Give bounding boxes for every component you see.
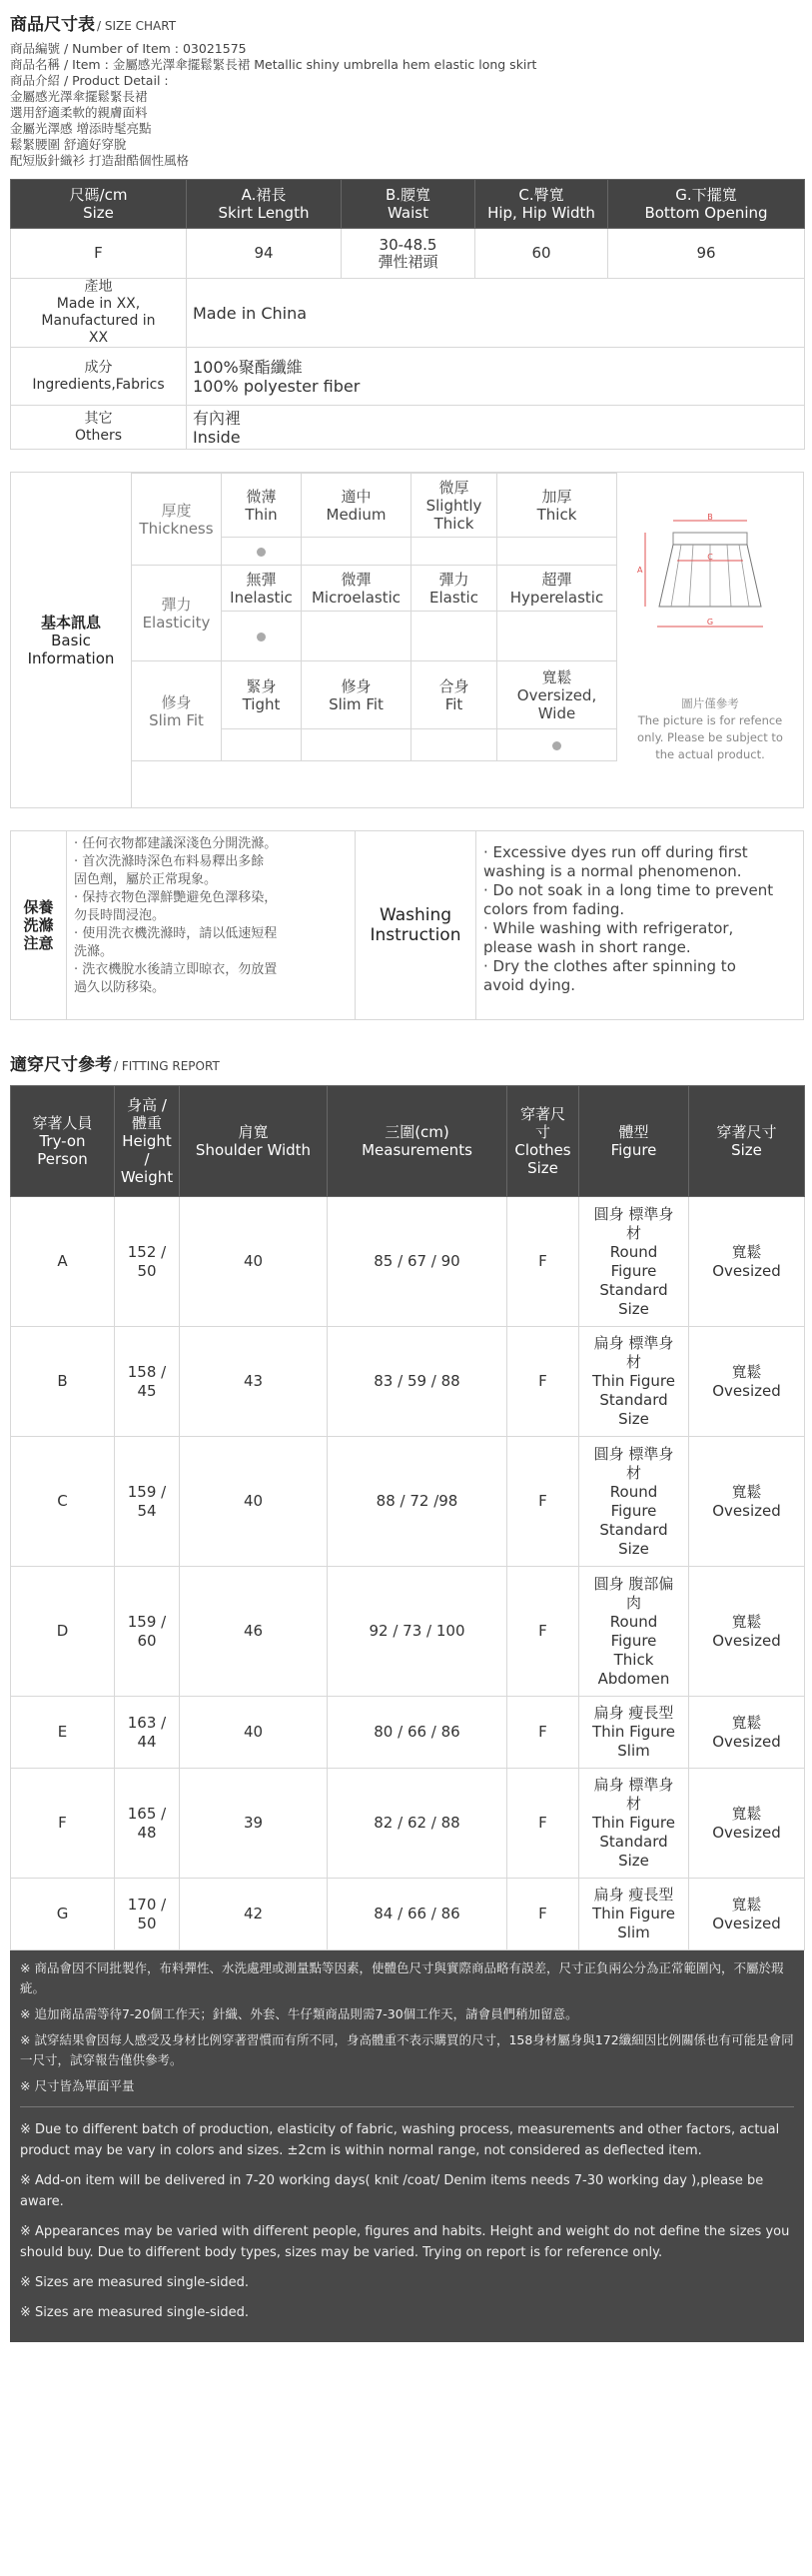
size-cell: 寬鬆 Ovesized <box>689 1437 805 1567</box>
person-cell: B <box>11 1327 115 1437</box>
slim-fit-option: 緊身 Tight <box>222 661 302 729</box>
washing-line: 洗滌。 <box>74 944 114 959</box>
waist-value: 30-48.5 彈性裙頭 <box>342 229 475 279</box>
header-figure: 體型 Figure <box>579 1086 689 1197</box>
clothes-size-cell: F <box>507 1567 579 1697</box>
header-clothes-size: 穿著尺 寸 Clothes Size <box>507 1086 579 1197</box>
measurements-cell: 88 / 72 /98 <box>328 1437 507 1567</box>
shoulder-cell: 40 <box>180 1437 328 1567</box>
selected-dot-icon <box>257 548 266 557</box>
diagram-note-cn: 圖片僅參考 <box>681 696 739 710</box>
notes-en <box>20 2119 794 2323</box>
size-chart-title <box>10 10 804 35</box>
elasticity-option: 微彈 Microelastic <box>302 566 411 612</box>
notes-divider <box>20 2106 794 2107</box>
washing-line: 固色劑，屬於正常現象。 <box>74 872 218 887</box>
washing-line: · 任何衣物都建議深淺色分開洗滌。 <box>74 836 278 851</box>
figure-cell: 圓身 標準身 材 Round Figure Standard Size <box>579 1197 689 1327</box>
note-line: ※ Due to different batch of production, elasticity of fabric, washing process, measurements and other factors, actual product may be vary in colors and sizes. ±2cm is within normal range, not considered as deflected item. <box>20 2122 780 2158</box>
basic-info-section <box>10 472 804 808</box>
header-size: 尺碼/cm Size <box>11 180 187 229</box>
washing-line: · 使用洗衣機洗滌時，請以低速短程 <box>74 926 278 941</box>
washing-line: please wash in short range. <box>483 938 691 956</box>
others-label: 其它 Others <box>11 406 187 450</box>
skirt-length-value: 94 <box>187 229 342 279</box>
table-row <box>11 1769 805 1879</box>
diagram-letter-b: B <box>707 513 713 522</box>
basic-info-label: 基本訊息 Basic Information <box>11 473 132 807</box>
washing-instructions-cn <box>66 831 356 1019</box>
figure-cell: 扁身 瘦長型 Thin Figure Slim <box>579 1879 689 1950</box>
fitting-header <box>11 1086 805 1197</box>
washing-instructions-en <box>475 831 805 1019</box>
clothes-size-cell: F <box>507 1769 579 1879</box>
attribute-grid <box>131 473 617 761</box>
thickness-mark <box>497 538 617 566</box>
height-weight-cell: 152 / 50 <box>115 1197 180 1327</box>
slim-fit-mark <box>222 729 302 761</box>
washing-line: 過久以防移染。 <box>74 980 166 995</box>
elasticity-mark <box>222 612 302 661</box>
slim-fit-label: 修身 Slim Fit <box>132 661 222 761</box>
elasticity-mark <box>411 612 497 661</box>
elasticity-label: 彈力 Elasticity <box>132 566 222 661</box>
size-cell: 寬鬆 Ovesized <box>689 1327 805 1437</box>
measurements-cell: 92 / 73 / 100 <box>328 1567 507 1697</box>
shoulder-cell: 46 <box>180 1567 328 1697</box>
clothes-size-cell: F <box>507 1879 579 1950</box>
note-line: ※ Sizes are measured single-sided. <box>20 2305 250 2320</box>
info-line: 金屬感光澤傘擺鬆緊長裙 <box>10 89 148 104</box>
washing-line: washing is a normal phenomenon. <box>483 862 742 880</box>
selected-dot-icon <box>552 741 561 750</box>
washing-line: colors from fading. <box>483 900 625 918</box>
thickness-option: 適中 Medium <box>302 474 411 538</box>
header-size: 穿著尺寸 Size <box>689 1086 805 1197</box>
size-cell: 寬鬆 Ovesized <box>689 1197 805 1327</box>
table-row <box>11 1437 805 1567</box>
elasticity-mark <box>497 612 617 661</box>
others-row <box>11 406 805 450</box>
slim-fit-option: 合身 Fit <box>411 661 497 729</box>
bottom-value: 96 <box>608 229 805 279</box>
figure-cell: 扁身 瘦長型 Thin Figure Slim <box>579 1697 689 1769</box>
washing-line: · Dry the clothes after spinning to <box>483 957 736 975</box>
clothes-size-cell: F <box>507 1197 579 1327</box>
person-cell: C <box>11 1437 115 1567</box>
origin-label: 產地 Made in XX, Manufactured in XX <box>11 279 187 348</box>
selected-dot-icon <box>257 633 266 642</box>
clothes-size-cell: F <box>507 1327 579 1437</box>
washing-line: · Excessive dyes run off during first <box>483 843 748 861</box>
thickness-label: 厚度 Thickness <box>132 474 222 566</box>
fitting-title-en: / FITTING REPORT <box>114 1059 220 1073</box>
note-line: ※ 商品會因不同批製作，布料彈性、水洗處理或測量點等因素，使體色尺寸與實際商品略有誤差，尺寸正負兩公分為正常範圍內，不屬於瑕疵。 <box>20 1960 784 1995</box>
header-skirt-length: A.裙長 Skirt Length <box>187 180 342 229</box>
size-chart-page <box>10 10 804 2342</box>
person-cell: G <box>11 1879 115 1950</box>
slim-fit-row <box>132 661 617 729</box>
table-row <box>11 1197 805 1327</box>
height-weight-cell: 158 / 45 <box>115 1327 180 1437</box>
header-hip: C.臀寬 Hip, Hip Width <box>475 180 608 229</box>
clothes-size-cell: F <box>507 1697 579 1769</box>
fitting-report-title <box>10 1050 804 1075</box>
fitting-table <box>10 1085 805 1950</box>
washing-label-en: Washing Instruction <box>356 831 476 1019</box>
header-shoulder: 肩寬 Shoulder Width <box>180 1086 328 1197</box>
slim-fit-option: 寬鬆 Oversized, Wide <box>497 661 617 729</box>
height-weight-cell: 159 / 54 <box>115 1437 180 1567</box>
washing-line: · 洗衣機脫水後請立即晾衣，勿放置 <box>74 962 278 977</box>
slim-fit-option: 修身 Slim Fit <box>302 661 411 729</box>
origin-value: Made in China <box>187 279 805 348</box>
others-value: 有內裡 Inside <box>187 406 805 450</box>
height-weight-cell: 159 / 60 <box>115 1567 180 1697</box>
clothes-size-cell: F <box>507 1437 579 1567</box>
figure-cell: 圓身 標準身 材 Round Figure Standard Size <box>579 1437 689 1567</box>
washing-line: avoid dying. <box>483 976 576 994</box>
measurements-cell: 80 / 66 / 86 <box>328 1697 507 1769</box>
elasticity-row <box>132 566 617 612</box>
info-line: 商品名稱 / Item : 金屬感光澤傘擺鬆緊長裙 Metallic shiny umbrella hem elastic long skirt <box>10 57 537 72</box>
info-line: 配短版針織衫 打造甜酷個性風格 <box>10 153 189 168</box>
thickness-row <box>132 474 617 538</box>
table-row <box>11 229 805 279</box>
size-chart-title-en: / SIZE CHART <box>97 19 177 33</box>
size-cell: 寬鬆 Ovesized <box>689 1879 805 1950</box>
notes-panel <box>10 1950 804 2342</box>
slim-fit-mark <box>411 729 497 761</box>
height-weight-cell: 163 / 44 <box>115 1697 180 1769</box>
slim-fit-mark <box>302 729 411 761</box>
shoulder-cell: 43 <box>180 1327 328 1437</box>
table-row <box>11 1879 805 1950</box>
washing-label-cn: 保養 洗滌 注意 <box>11 831 67 1019</box>
figure-cell: 扁身 標準身 材 Thin Figure Standard Size <box>579 1769 689 1879</box>
table-row <box>11 1327 805 1437</box>
info-line: 商品介紹 / Product Detail : <box>10 73 169 88</box>
note-line: ※ Sizes are measured single-sided. <box>20 2275 250 2290</box>
info-line: 鬆緊腰圍 舒適好穿脫 <box>10 137 127 152</box>
elasticity-option: 超彈 Hyperelastic <box>497 566 617 612</box>
person-cell: E <box>11 1697 115 1769</box>
thickness-mark <box>302 538 411 566</box>
elasticity-option: 彈力 Elastic <box>411 566 497 612</box>
washing-section <box>10 830 804 1020</box>
figure-cell: 圓身 腹部偏 肉 Round Figure Thick Abdomen <box>579 1567 689 1697</box>
size-cell: 寬鬆 Ovesized <box>689 1769 805 1879</box>
size-table <box>10 179 805 450</box>
skirt-sketch-icon <box>631 511 789 641</box>
height-weight-cell: 165 / 48 <box>115 1769 180 1879</box>
washing-line: · While washing with refrigerator, <box>483 919 734 937</box>
elasticity-option: 無彈 Inelastic <box>222 566 302 612</box>
shoulder-cell: 39 <box>180 1769 328 1879</box>
size-cell: 寬鬆 Ovesized <box>689 1697 805 1769</box>
thickness-option: 微厚 Slightly Thick <box>411 474 497 538</box>
diagram-letter-a: A <box>637 566 643 575</box>
ingredients-value: 100%聚酯纖維 100% polyester fiber <box>187 348 805 406</box>
diagram-note <box>626 695 794 763</box>
header-waist: B.腰寬 Waist <box>342 180 475 229</box>
person-cell: A <box>11 1197 115 1327</box>
note-line: ※ 尺寸皆為單面平量 <box>20 2078 135 2093</box>
measurements-cell: 84 / 66 / 86 <box>328 1879 507 1950</box>
info-line: 選用舒適柔軟的親膚面料 <box>10 105 148 120</box>
thickness-mark <box>411 538 497 566</box>
figure-cell: 扁身 標準身 材 Thin Figure Standard Size <box>579 1327 689 1437</box>
ingredients-row <box>11 348 805 406</box>
table-row <box>11 1567 805 1697</box>
header-height-weight: 身高 / 體重 Height / Weight <box>115 1086 180 1197</box>
note-line: ※ 試穿結果會因每人感受及身材比例穿著習慣而有所不同，身高體重不表示購買的尺寸，158身材屬身與172纖細因比例關係也有可能是會同一尺寸，試穿報告僅供參考。 <box>20 2032 794 2067</box>
diagram-note-en: The picture is for refence only. Please be subject to the actual product. <box>637 713 783 761</box>
size-value: F <box>11 229 187 279</box>
info-line: 商品編號 / Number of Item : 03021575 <box>10 41 247 56</box>
size-table-header <box>11 180 805 229</box>
size-cell: 寬鬆 Ovesized <box>689 1567 805 1697</box>
skirt-diagram <box>616 473 804 807</box>
height-weight-cell: 170 / 50 <box>115 1879 180 1950</box>
diagram-letter-g: G <box>706 618 714 627</box>
thickness-option: 微薄 Thin <box>222 474 302 538</box>
note-line: ※ 追加商品需等待7-20個工作天；針織、外套、牛仔類商品則需7-30個工作天，請會員們稍加留意。 <box>20 2006 578 2021</box>
shoulder-cell: 40 <box>180 1197 328 1327</box>
note-line: ※ Appearances may be varied with different people, figures and habits. Height and weight do not define the sizes you should buy. Due to different body types, sizes may be varied. Trying on report is for reference only. <box>20 2224 790 2260</box>
thickness-mark <box>222 538 302 566</box>
measurements-cell: 82 / 62 / 88 <box>328 1769 507 1879</box>
washing-line: · Do not soak in a long time to prevent <box>483 881 774 899</box>
product-info <box>10 41 804 169</box>
shoulder-cell: 40 <box>180 1697 328 1769</box>
measurements-cell: 83 / 59 / 88 <box>328 1327 507 1437</box>
ingredients-label: 成分 Ingredients,Fabrics <box>11 348 187 406</box>
person-cell: D <box>11 1567 115 1697</box>
header-bottom-opening: G.下擺寬 Bottom Opening <box>608 180 805 229</box>
washing-line: · 首次洗滌時深色布料易釋出多餘 <box>74 854 265 869</box>
note-line: ※ Add-on item will be delivered in 7-20 working days( knit /coat/ Denim items needs 7-30 working day ),please be aware. <box>20 2173 764 2209</box>
fitting-title-cn: 適穿尺寸參考 <box>10 1055 112 1075</box>
washing-line: · 保持衣物色澤鮮艷避免色澤移染， <box>74 890 278 905</box>
notes-cn <box>20 1958 794 2096</box>
measurements-cell: 85 / 67 / 90 <box>328 1197 507 1327</box>
thickness-option: 加厚 Thick <box>497 474 617 538</box>
elasticity-mark <box>302 612 411 661</box>
washing-line: 勿長時間浸泡。 <box>74 908 166 923</box>
table-row <box>11 1697 805 1769</box>
header-person: 穿著人員 Try-on Person <box>11 1086 115 1197</box>
diagram-letter-c: C <box>707 553 713 562</box>
hip-value: 60 <box>475 229 608 279</box>
person-cell: F <box>11 1769 115 1879</box>
slim-fit-mark <box>497 729 617 761</box>
info-line: 金屬光澤感 增添時髦亮點 <box>10 121 152 136</box>
header-measurements: 三圍(cm) Measurements <box>328 1086 507 1197</box>
origin-row <box>11 279 805 348</box>
shoulder-cell: 42 <box>180 1879 328 1950</box>
size-chart-title-cn: 商品尺寸表 <box>10 15 95 35</box>
